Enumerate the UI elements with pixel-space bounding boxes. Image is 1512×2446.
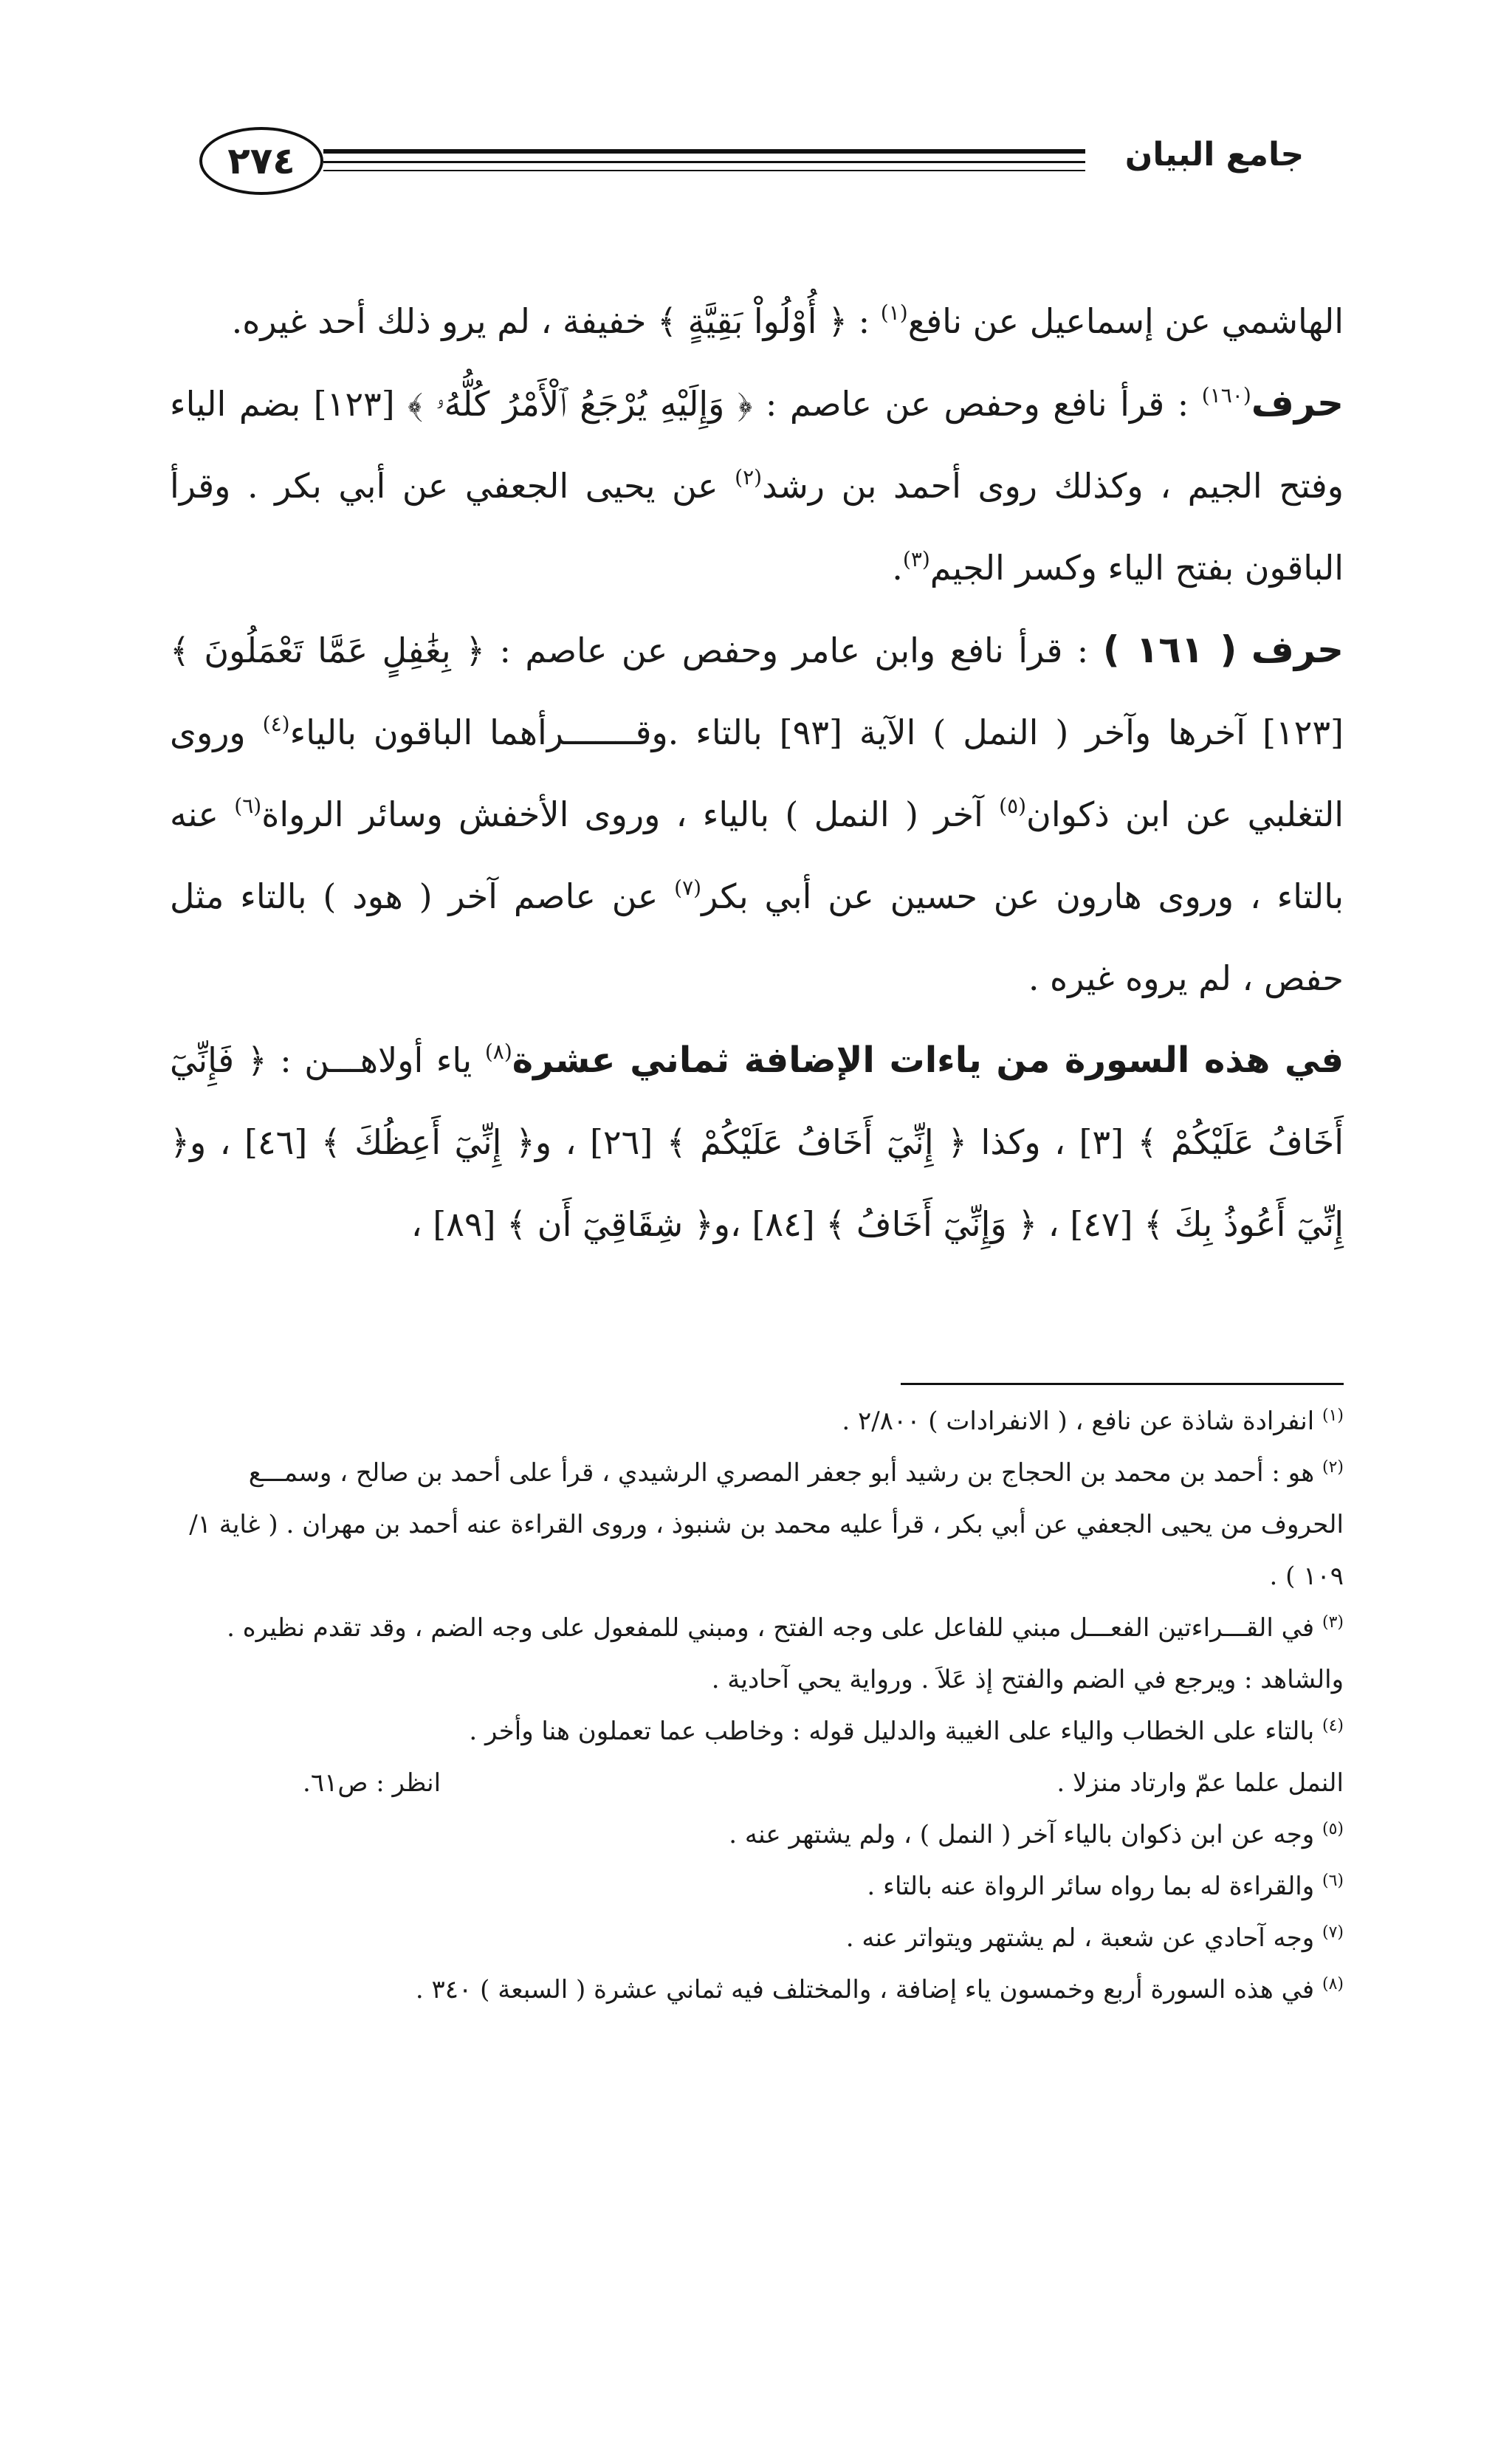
footnote-ref: (٤) bbox=[262, 712, 290, 736]
footnote-1 bbox=[170, 1395, 1344, 1447]
footnote-text: النمل علما عمّ وارتاد منزلا . bbox=[1056, 1768, 1344, 1798]
text-segment: : قرأ نافع وابن عامر وحفص عن عاصم : ﴿ بِغَٰفِلٍ عَمَّا تَعْمَلُونَ ﴾ [١٢٣] آخرها وآخر ( النمل ) الآية [٩٣] بالتاء .وقـــــــرأهما الباقون بالياء bbox=[170, 631, 1344, 752]
footnote-text: في القـــراءتين الفعـــل مبني للفاعل على وجه الفتح ، ومبني للمفعول على وجه الضم ، وقد تقدم نظيره . والشاهد : ويرجع في الضم والفتح إذ عَلاَ . ورواية يحي آحادية . bbox=[227, 1613, 1344, 1694]
footnote-4 bbox=[170, 1705, 1344, 1757]
footnote-mark: (٣) bbox=[1322, 1613, 1344, 1632]
paragraph-harf-161 bbox=[170, 609, 1344, 1020]
footnote-8 bbox=[170, 1964, 1344, 2016]
footnote-6 bbox=[170, 1861, 1344, 1912]
harf-label: حرف bbox=[1251, 628, 1344, 671]
footnote-text: وجه آحادي عن شعبة ، لم يشتهر ويتواتر عنه . bbox=[845, 1923, 1315, 1953]
harf-label: حرف bbox=[1251, 382, 1344, 425]
footnote-text: بالتاء على الخطاب والياء على الغيبة والدليل قوله : وخاطب عما تعملون هنا وأخر . bbox=[469, 1717, 1315, 1746]
text-segment: : قرأ نافع وحفص عن عاصم : ﴿ وَإِلَيْهِ يُرْجَعُ ٱلْأَمْرُ كُلُّهُۥ ﴾ [١٢٣] بضم الياء وفتح الجيم ، وكذلك روى أحمد بن رشد bbox=[170, 384, 1344, 506]
text-segment: : ﴿ أُوْلُواْ بَقِيَّةٍ ﴾ خفيفة ، لم يرو ذلك أحد غيره. bbox=[231, 301, 870, 341]
book-title: جامع البيان bbox=[1124, 136, 1305, 174]
footnote-mark: (٢) bbox=[1322, 1458, 1344, 1477]
header-rule-thick bbox=[323, 149, 1085, 154]
footnote-mark: (٦) bbox=[1322, 1872, 1344, 1890]
footnote-ref: (٦) bbox=[234, 794, 262, 818]
footnote-mark: (١) bbox=[1322, 1406, 1344, 1425]
see-reference: انظر : ص٦١. bbox=[303, 1768, 441, 1798]
footnote-5 bbox=[170, 1809, 1344, 1861]
footnote-mark: (٧) bbox=[1322, 1923, 1344, 1942]
harf-number: (١٦٠) bbox=[1201, 383, 1251, 408]
section-heading: في هذه السورة من ياءات الإضافة ثماني عشرة bbox=[512, 1040, 1344, 1081]
footnote-mark: (٥) bbox=[1322, 1820, 1344, 1838]
text-segment: ياء أولاهـــن : ﴿ فَإِنِّيٓ أَخَافُ عَلَيْكُمْ ﴾ [٣] ، وكذا ﴿ إِنِّيٓ أَخَافُ عَلَيْكُمْ ﴾ [٢٦] ، و﴿ إِنِّيٓ أَعِظُكَ ﴾ [٤٦] ، و﴿ إِنِّيٓ أَعُوذُ بِكَ ﴾ [٤٧] ، ﴿ وَإِنِّيٓ أَخَافُ ﴾ [٨٤] ،و﴿ شِقَاقِيٓ أَن ﴾ [٨٩] ، bbox=[170, 1040, 1344, 1244]
page-header bbox=[155, 127, 1336, 208]
text-segment: عن عاصم آخر ( هود ) بالتاء مثل حفص ، لم يروه غيره . bbox=[170, 876, 1344, 998]
footnote-7 bbox=[170, 1912, 1344, 1964]
harf-number: ( ١٦١ ) bbox=[1102, 628, 1237, 671]
footnote-text: وجه عن ابن ذكوان بالياء آخر ( النمل ) ، ولم يشتهر عنه . bbox=[729, 1820, 1315, 1849]
footnotes bbox=[170, 1395, 1344, 2016]
footnote-mark: (٨) bbox=[1322, 1975, 1344, 1993]
footnote-text: والقراءة له بما رواه سائر الرواة عنه بالتاء . bbox=[867, 1872, 1315, 1901]
footnote-4-continuation bbox=[170, 1757, 1344, 1809]
footnote-3 bbox=[170, 1602, 1344, 1705]
footnote-text: في هذه السورة أربع وخمسون ياء إضافة ، والمختلف فيه ثماني عشرة ( السبعة ) ٣٤٠ . bbox=[415, 1975, 1315, 2004]
page-number: ٢٧٤ bbox=[199, 127, 323, 195]
footnote-ref: (٢) bbox=[735, 465, 763, 489]
footnote-ref: (٣) bbox=[902, 547, 930, 571]
paragraph-yaat-idafa bbox=[170, 1020, 1344, 1265]
text-segment: آخر ( النمل ) بالياء ، وروى الأخفش وسائر الرواة bbox=[261, 794, 983, 834]
text-segment: عنه بالتاء ، وروى هارون عن حسين عن أبي بكر bbox=[170, 794, 1344, 916]
footnote-ref: (٧) bbox=[674, 876, 702, 900]
footnote-ref: (١) bbox=[880, 300, 908, 325]
footnote-text: انفرادة شاذة عن نافع ، ( الانفرادات ) ٢/٨٠٠ . bbox=[842, 1406, 1315, 1436]
text-segment: الهاشمي عن إسماعيل عن نافع bbox=[907, 301, 1344, 341]
header-rule-mid bbox=[323, 161, 1085, 163]
footnote-ref: (٥) bbox=[999, 794, 1027, 818]
paragraph-1 bbox=[170, 281, 1344, 363]
text-segment: . bbox=[892, 548, 903, 588]
header-rule-thin bbox=[323, 170, 1085, 171]
footnote-separator bbox=[901, 1383, 1344, 1385]
main-text bbox=[170, 281, 1344, 1265]
footnote-text: هو : أحمد بن محمد بن الحجاج بن رشيد أبو جعفر المصري الرشيدي ، قرأ على أحمد بن صالح ، وسمـــع الحروف من يحيى الجعفي عن أبي بكر ، قرأ عليه محمد بن شنبوذ ، وروى القراءة عنه أحمد بن مهران . ( غاية ١/ ١٠٩ ) . bbox=[189, 1458, 1344, 1591]
footnote-2 bbox=[170, 1447, 1344, 1602]
text-segment: عن يحيى الجعفي عن أبي بكر . وقرأ الباقون بفتح الياء وكسر الجيم bbox=[170, 466, 1344, 588]
paragraph-harf-160 bbox=[170, 363, 1344, 609]
footnote-ref: (٨) bbox=[484, 1040, 512, 1064]
footnote-mark: (٤) bbox=[1322, 1717, 1344, 1735]
text-segment: وروى التغلبي عن ابن ذكوان bbox=[170, 712, 1344, 834]
